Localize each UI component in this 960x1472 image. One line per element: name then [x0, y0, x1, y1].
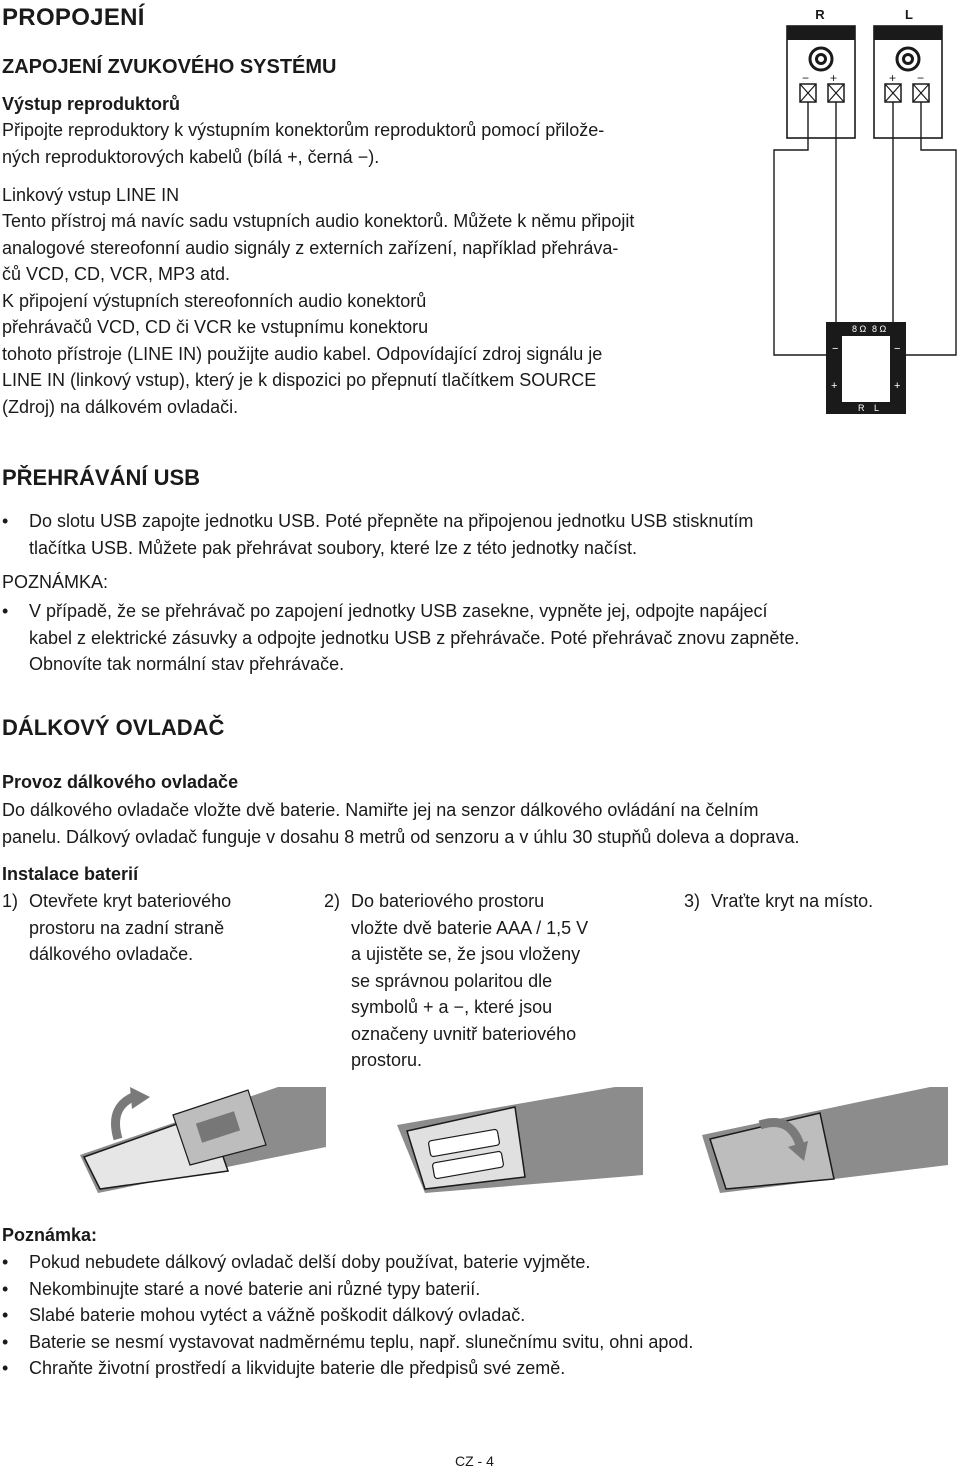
- page-number: CZ - 4: [455, 1453, 494, 1469]
- list-item: [2, 598, 799, 678]
- text-line: tlačítka USB. Můžete pak přehrávat soubory, které lze z této jednotky načíst.: [29, 537, 637, 558]
- usb-section-title: PŘEHRÁVÁNÍ USB: [2, 465, 201, 490]
- install-step-2: [324, 888, 588, 1074]
- terminal-r-label: R: [858, 403, 865, 413]
- section-subtitle: ZAPOJENÍ ZVUKOVÉHO SYSTÉMU: [2, 56, 337, 78]
- text-line: ných reproduktorových kabelů (bílá +, černá −).: [2, 146, 380, 167]
- text-line: • Do slotu USB zapojte jednotku USB. Poté přepněte na připojenou jednotku USB stisknutím: [29, 511, 754, 531]
- text-line: (Zdroj) na dálkovém ovladači.: [2, 396, 239, 417]
- list-item: • Nekombinujte staré a nové baterie ani různé typy baterií.: [2, 1276, 693, 1303]
- text-line: panelu. Dálkový ovladač funguje v dosahu 8 metrů od senzoru a v úhlu 30 stupňů doleva a doprava.: [2, 826, 800, 847]
- speaker-left-label: L: [905, 7, 913, 22]
- text-line: se správnou polaritou dle: [351, 970, 553, 991]
- ohm-label: 8 Ω: [852, 324, 867, 334]
- plus-label: +: [889, 71, 897, 85]
- line-in-heading: Linkový vstup LINE IN: [2, 185, 180, 205]
- remote-insert-batteries-illustration: [395, 1085, 645, 1195]
- unit-terminal-panel: [826, 322, 906, 414]
- minus-label: −: [894, 343, 901, 355]
- speaker-output-text: [2, 117, 604, 170]
- speaker-output-heading: Výstup reproduktorů: [2, 94, 181, 114]
- text-line: Do bateriového prostoru: [351, 891, 545, 911]
- list-item: • Baterie se nesmí vystavovat nadměrnému teplu, např. slunečnímu svitu, ohni apod.: [2, 1329, 693, 1356]
- usb-bullet-list: [2, 508, 753, 561]
- text-line: symbolů + a −, které jsou: [351, 997, 553, 1017]
- list-item: • Slabé baterie mohou vytéct a vážně poškodit dálkový ovladač.: [2, 1302, 693, 1329]
- text-line: Do dálkového ovladače vložte dvě baterie. Namiřte jej na senzor dálkového ovládání na čelním: [2, 800, 759, 820]
- step-number: 1): [2, 891, 19, 911]
- usb-note-label: POZNÁMKA:: [2, 572, 109, 592]
- text-line: LINE IN (linkový vstup), který je k dispozici po přepnutí tlačítkem SOURCE: [2, 370, 597, 390]
- plus-label: +: [831, 380, 838, 392]
- plus-label: +: [894, 380, 901, 392]
- usb-note-list: [2, 598, 799, 678]
- install-step-3: [684, 888, 873, 915]
- list-item: • Pokud nebudete dálkový ovladač delší doby používat, baterie vyjměte.: [2, 1249, 693, 1276]
- terminal-l-label: L: [874, 403, 880, 413]
- remote-operation-heading: Provoz dálkového ovladače: [2, 772, 239, 792]
- remote-operation-text: [2, 797, 800, 850]
- text-line: prostoru.: [351, 1050, 423, 1070]
- text-line: přehrávačů VCD, CD či VCR ke vstupnímu konektoru: [2, 317, 429, 337]
- list-item: • Chraňte životní prostředí a likvidujte baterie dle předpisů své země.: [2, 1355, 693, 1382]
- text-line: dálkového ovladače.: [29, 944, 194, 964]
- battery-notes-list: [2, 1249, 693, 1382]
- install-step-1: [2, 888, 231, 968]
- remote-close-cover-illustration: [700, 1085, 950, 1195]
- minus-label: −: [917, 71, 925, 85]
- speaker-right-icon: [787, 26, 855, 138]
- text-line: Připojte reproduktory k výstupním konektorům reproduktorů pomocí přilože-: [2, 120, 605, 140]
- text-line: kabel z elektrické zásuvky a odpojte jednotku USB z přehrávače. Poté přehrávač znovu zapněte.: [29, 627, 800, 648]
- step-number: 2): [324, 891, 341, 911]
- text-line: označeny uvnitř bateriového: [351, 1023, 577, 1044]
- text-line: Tento přístroj má navíc sadu vstupních audio konektorů. Můžete k němu připojit: [2, 211, 635, 231]
- ohm-label: 8 Ω: [872, 324, 887, 334]
- list-item: [2, 508, 753, 561]
- text-line: Obnovíte tak normální stav přehrávače.: [29, 654, 345, 674]
- text-line: Otevřete kryt bateriového: [29, 891, 232, 911]
- speaker-right-label: R: [815, 7, 825, 22]
- text-line: K připojení výstupních stereofonních audio konektorů: [2, 290, 427, 311]
- battery-install-heading: Instalace baterií: [2, 864, 139, 884]
- text-line: čů VCD, CD, VCR, MP3 atd.: [2, 264, 231, 284]
- step-number: 3): [684, 891, 701, 911]
- text-line: Vraťte kryt na místo.: [711, 891, 874, 911]
- minus-label: −: [832, 343, 839, 355]
- text-line: tohoto přístroje (LINE IN) použijte audio kabel. Odpovídající zdroj signálu je: [2, 343, 603, 364]
- battery-note-label: Poznámka:: [2, 1225, 98, 1245]
- text-line: a ujistěte se, že jsou vloženy: [351, 944, 581, 964]
- text-line: prostoru na zadní straně: [29, 917, 225, 938]
- remote-section-title: DÁLKOVÝ OVLADAČ: [2, 715, 225, 740]
- plus-label: +: [830, 71, 838, 85]
- line-in-text: [2, 208, 634, 420]
- speaker-connection-diagram: [760, 0, 960, 430]
- minus-label: −: [802, 71, 810, 85]
- speaker-left-icon: [874, 26, 942, 138]
- text-line: • V případě, že se přehrávač po zapojení jednotky USB zasekne, vypněte jej, odpojte napájecí: [29, 601, 768, 621]
- remote-open-cover-illustration: [78, 1085, 328, 1195]
- text-line: analogové stereofonní audio signály z externích zařízení, například přehráva-: [2, 237, 619, 258]
- page-title: PROPOJENÍ: [2, 4, 145, 31]
- text-line: vložte dvě baterie AAA / 1,5 V: [351, 917, 589, 938]
